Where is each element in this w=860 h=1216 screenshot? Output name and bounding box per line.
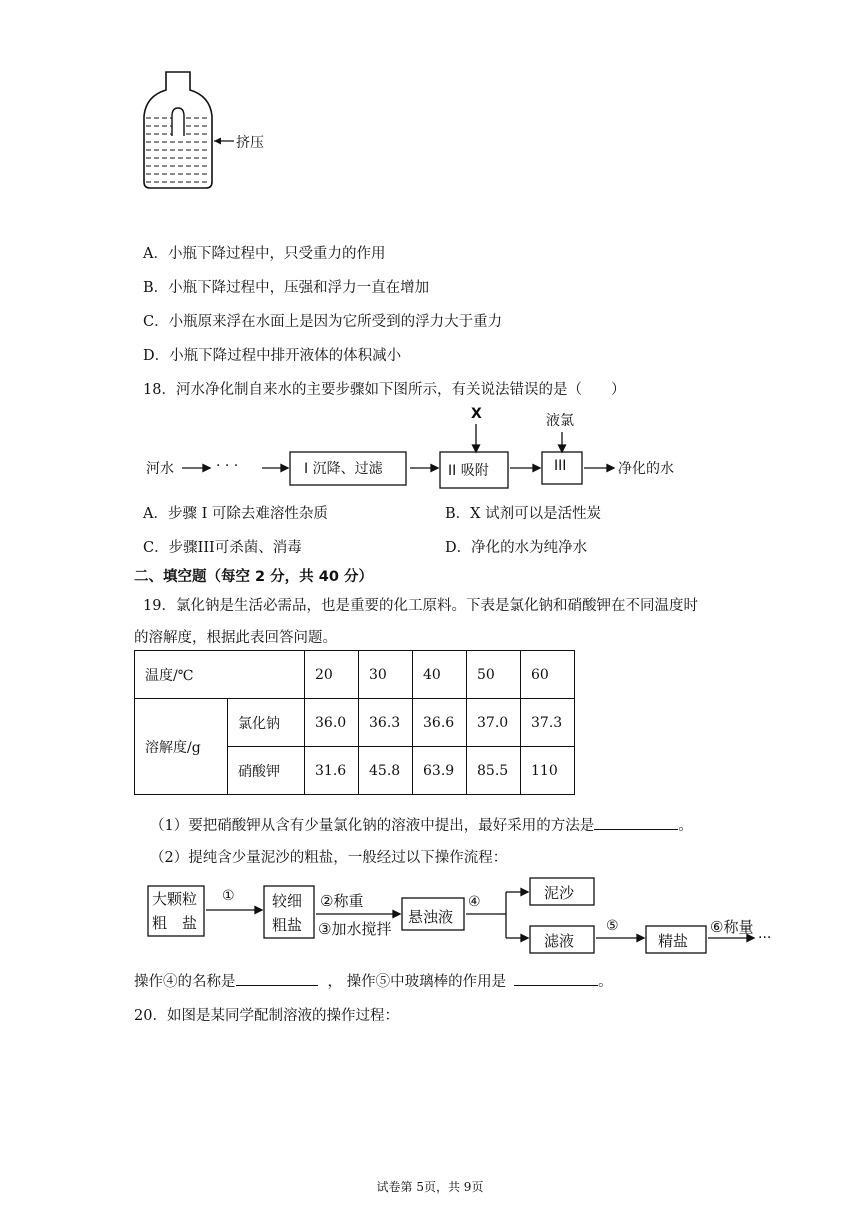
answer-blank[interactable] xyxy=(514,971,598,986)
section-heading: 二、填空题（每空 2 分，共 40 分） xyxy=(134,569,373,585)
table-cell: 36.6 xyxy=(413,699,467,747)
solubility-table xyxy=(134,650,575,795)
step3-label: ③加水搅拌 xyxy=(318,920,392,938)
table-cell: 110 xyxy=(521,747,575,795)
q19-sub1 xyxy=(150,814,693,835)
bottle-diagram xyxy=(140,68,280,192)
q17-option-a: A．小瓶下降过程中，只受重力的作用 xyxy=(143,246,386,262)
solubility-header: 溶解度/g xyxy=(135,699,228,795)
flow-source: 河水 xyxy=(146,461,174,477)
q18-option-c: C．步骤III可杀菌、消毒 xyxy=(143,540,302,556)
table-cell: 36.3 xyxy=(359,699,413,747)
flow-dots: · · · xyxy=(216,458,239,474)
q19-stem-line1: 19．氯化钠是生活必需品，也是重要的化工原料。下表是氯化钠和硝酸钾在不同温度时 xyxy=(143,598,698,614)
table-cell: 31.6 xyxy=(305,747,359,795)
temp-cell: 50 xyxy=(467,651,521,699)
flow-input-x: X xyxy=(471,406,482,422)
salt-purification-flow xyxy=(144,874,784,954)
flow-output: 净化的水 xyxy=(618,461,674,477)
substance-name: 氯化钠 xyxy=(228,699,305,747)
box-refined-salt: 精盐 xyxy=(658,932,689,950)
table-cell: 37.3 xyxy=(521,699,575,747)
q19-sub1-end: 。 xyxy=(678,818,693,834)
temp-cell: 30 xyxy=(359,651,413,699)
q17-option-c: C．小瓶原来浮在水面上是因为它所受到的浮力大于重力 xyxy=(143,314,503,330)
flow-step1: I 沉降、过滤 xyxy=(304,461,383,477)
q17-option-b: B．小瓶下降过程中，压强和浮力一直在增加 xyxy=(143,280,430,296)
flow-step2: II 吸附 xyxy=(448,463,489,479)
q19-sub1-text: （1）要把硝酸钾从含有少量氯化钠的溶液中提出，最好采用的方法是 xyxy=(150,818,595,834)
table-row xyxy=(135,699,575,747)
answer-blank[interactable] xyxy=(594,815,678,830)
table-cell: 63.9 xyxy=(413,747,467,795)
step1-label: ① xyxy=(222,888,235,904)
box-coarse-salt-line2: 粗 盐 xyxy=(152,914,198,932)
step5-label: ⑤ xyxy=(606,918,619,934)
q18-stem: 18．河水净化制自来水的主要步骤如下图所示，有关说法错误的是（ ） xyxy=(143,382,626,398)
q17-option-d: D．小瓶下降过程中排开液体的体积减小 xyxy=(143,348,402,364)
op5-text: ， 操作⑤中玻璃棒的作用是 xyxy=(327,974,507,990)
flow-input-chlorine: 液氯 xyxy=(546,413,574,429)
box-suspension: 悬浊液 xyxy=(408,908,454,926)
page-footer: 试卷第 5页，共 9页 xyxy=(376,1180,484,1194)
water-purification-flow xyxy=(140,402,740,494)
temp-cell: 60 xyxy=(521,651,575,699)
q20-stem: 20．如图是某同学配制溶液的操作过程： xyxy=(134,1008,399,1024)
q18-option-b: B．X 试剂可以是活性炭 xyxy=(445,506,602,522)
squeeze-label: 挤压 xyxy=(236,135,264,151)
table-row xyxy=(135,651,575,699)
answer-blank[interactable] xyxy=(236,971,318,986)
step2-label: ②称重 xyxy=(320,892,364,910)
op-end: 。 xyxy=(598,974,613,990)
water-flow-arrows xyxy=(140,402,740,494)
q19-stem-line2: 的溶解度，根据此表回答问题。 xyxy=(134,630,337,646)
temp-cell: 20 xyxy=(305,651,359,699)
q19-sub2: （2）提纯含少量泥沙的粗盐，一般经过以下操作流程： xyxy=(150,850,508,866)
temp-header: 温度/℃ xyxy=(135,651,305,699)
box-fine-salt-line2: 粗盐 xyxy=(272,916,303,934)
table-cell: 85.5 xyxy=(467,747,521,795)
step6-label: ⑥称量 xyxy=(710,918,754,936)
bottle-figure xyxy=(140,68,280,192)
table-cell: 36.0 xyxy=(305,699,359,747)
box-coarse-salt-line1: 大颗粒 xyxy=(152,890,198,908)
substance-name: 硝酸钾 xyxy=(228,747,305,795)
box-sediment: 泥沙 xyxy=(544,884,575,902)
flow-ellipsis: ··· xyxy=(758,930,772,946)
flow-step3: III xyxy=(554,458,567,474)
q18-option-d: D．净化的水为纯净水 xyxy=(445,540,588,556)
temp-cell: 40 xyxy=(413,651,467,699)
q18-option-a: A．步骤 I 可除去难溶性杂质 xyxy=(143,506,328,522)
q19-operation-line xyxy=(134,970,613,991)
box-fine-salt-line1: 较细 xyxy=(272,892,303,910)
step4-label: ④ xyxy=(468,894,481,910)
box-filtrate: 滤液 xyxy=(544,932,575,950)
op4-text: 操作④的名称是 xyxy=(134,974,236,990)
table-cell: 45.8 xyxy=(359,747,413,795)
table-cell: 37.0 xyxy=(467,699,521,747)
